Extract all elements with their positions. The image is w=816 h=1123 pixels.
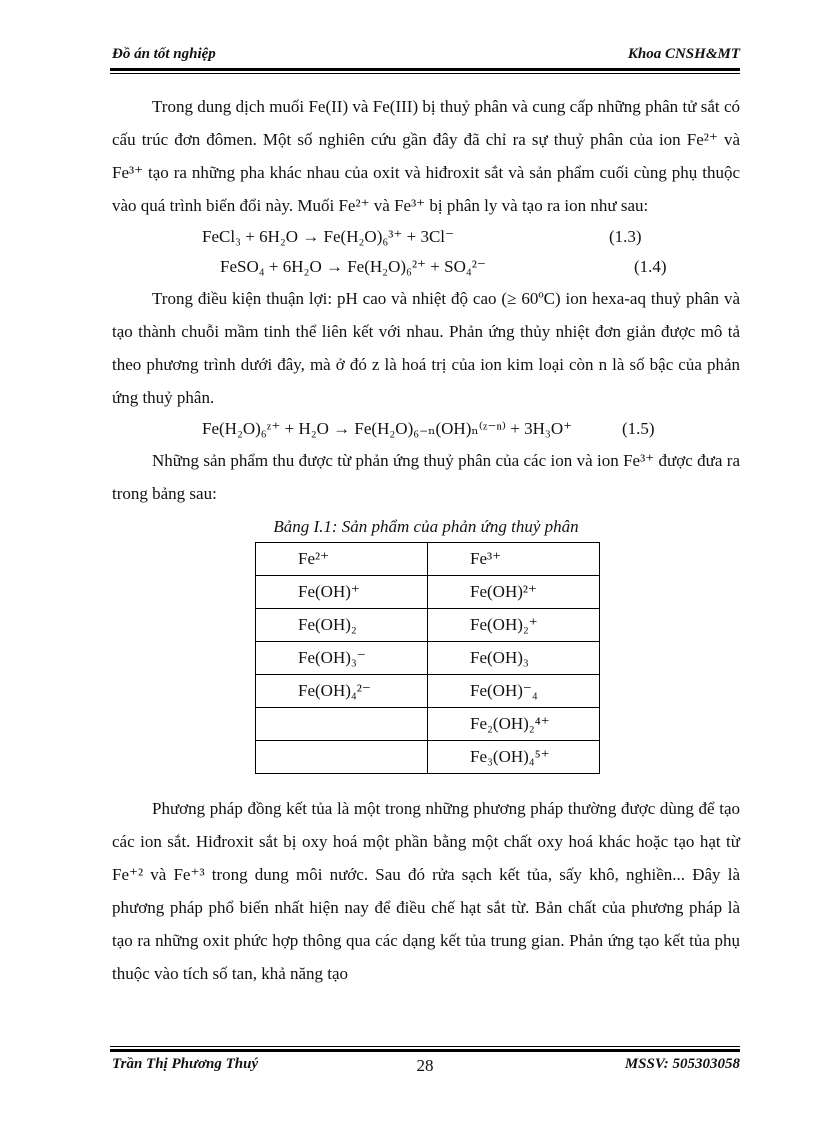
table-cell: Fe(OH)₄²⁻	[256, 675, 428, 708]
page-header	[110, 46, 740, 68]
table-cell: Fe₃(OH)₄⁵⁺	[428, 741, 600, 774]
table-cell: Fe²⁺	[256, 543, 428, 576]
equation-number: (1.5)	[622, 419, 655, 438]
page-footer	[110, 1056, 740, 1078]
table-cell: Fe(OH)₂	[256, 609, 428, 642]
hydrolysis-products-table	[255, 542, 600, 774]
paragraph-3: Những sản phẩm thu được từ phản ứng thuỷ phân của các ion và ion Fe³⁺ được đưa ra trong bảng sau:	[112, 451, 740, 503]
table-row	[256, 543, 600, 576]
table-cell: Fe(OH)²⁺	[428, 576, 600, 609]
header-rule-thin	[110, 73, 740, 74]
footer-rule-thin	[110, 1046, 740, 1047]
page-number: 28	[416, 1056, 434, 1075]
footer-student-id: MSSV: 505303058	[624, 1056, 740, 1072]
table-row	[256, 609, 600, 642]
table-row	[256, 741, 600, 774]
equation-formula: Fe(H₂O)₆ᶻ⁺ + H₂O → Fe(H₂O)₆₋ₙ(OH)ₙ⁽ᶻ⁻ⁿ⁾ + 3H₃O⁺	[202, 419, 573, 438]
footer-rule	[110, 1049, 740, 1052]
equation-number: (1.3)	[609, 227, 642, 246]
table-cell	[256, 741, 428, 774]
table-row	[256, 642, 600, 675]
equation-number: (1.4)	[634, 257, 667, 276]
equation-1-3	[112, 222, 740, 252]
paragraph-2: Trong điều kiện thuận lợi: pH cao và nhiệt độ cao (≥ 60ºC) ion hexa-aq thuỷ phân và tạo thành chuỗi mầm tinh thể liên kết với nhau. Phản ứng thủy nhiệt đơn giản được mô tả theo phương trình dưới đây, mà ở đó z là hoá trị của ion kim loại còn n là số bậc của phản ứng thuỷ phân.	[112, 289, 740, 407]
header-department: Khoa CNSH&MT	[627, 46, 740, 62]
equation-formula: FeSO₄ + 6H₂O → Fe(H₂O)₆²⁺ + SO₄²⁻	[220, 257, 486, 276]
equation-1-5	[112, 414, 740, 444]
header-rule	[110, 68, 740, 71]
table-cell: Fe(OH)₃⁻	[256, 642, 428, 675]
equation-formula: FeCl₃ + 6H₂O → Fe(H₂O)₆³⁺ + 3Cl⁻	[202, 227, 454, 246]
header-title: Đồ án tốt nghiệp	[112, 46, 216, 62]
table-cell: Fe(OH)₃	[428, 642, 600, 675]
table-cell: Fe³⁺	[428, 543, 600, 576]
table-cell: Fe₂(OH)₂⁴⁺	[428, 708, 600, 741]
equation-1-4	[112, 252, 740, 282]
footer-author: Trần Thị Phương Thuý	[112, 1056, 259, 1072]
table-cell	[256, 708, 428, 741]
table-row	[256, 675, 600, 708]
page-body	[112, 90, 740, 990]
table-cell: Fe(OH)⁺	[256, 576, 428, 609]
table-caption: Bảng I.1: Sản phẩm của phản ứng thuỷ phân	[273, 517, 579, 536]
table-cell: Fe(OH)⁻₄	[428, 675, 600, 708]
paragraph-1: Trong dung dịch muối Fe(II) và Fe(III) bị thuỷ phân và cung cấp những phân tử sắt có cấu trúc đơn đômen. Một số nghiên cứu gần đây đã chỉ ra sự thuỷ phân của ion Fe²⁺ và Fe³⁺ tạo ra những pha khác nhau của oxit và hiđroxit sắt và sản phẩm cuối cùng phụ thuộc vào quá trình biến đổi này. Muối Fe²⁺ và Fe³⁺ bị phân ly và tạo ra ion như sau:	[112, 97, 740, 215]
paragraph-4: Phương pháp đồng kết tủa là một trong những phương pháp thường được dùng để tạo các ion sắt. Hiđroxit sắt bị oxy hoá một phần bằng một chất oxy hoá khác hoặc tạo hạt từ Fe⁺² và Fe⁺³ trong dung môi nước. Sau đó rửa sạch kết tủa, sấy khô, nghiền... Đây là phương pháp phổ biến nhất hiện nay để điều chế hạt sắt từ. Bản chất của phương pháp là tạo ra những oxit phức hợp thông qua các dạng kết tủa trung gian. Phản ứng tạo kết tủa phụ thuộc vào tích số tan, khả năng tạo	[112, 799, 740, 983]
table-row	[256, 576, 600, 609]
table-cell: Fe(OH)₂⁺	[428, 609, 600, 642]
table-row	[256, 708, 600, 741]
